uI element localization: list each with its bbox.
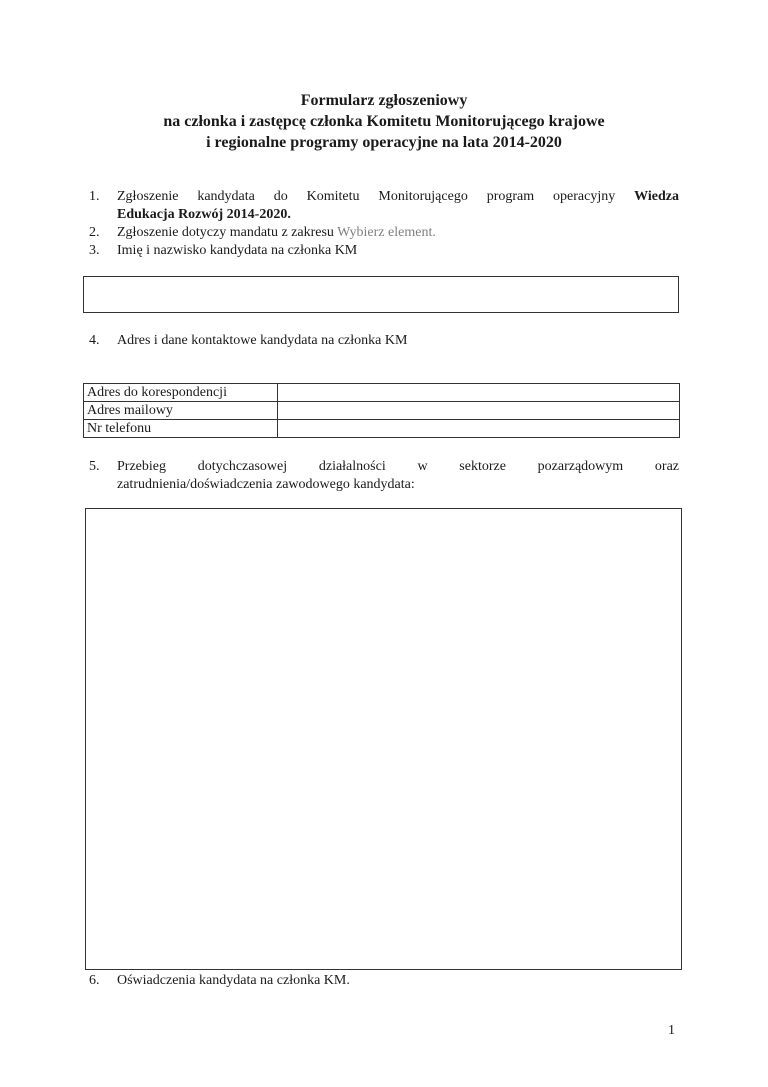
phone-field[interactable] [278, 420, 680, 438]
title-line-3: i regionalne programy operacyjne na lata 2014-2020 [206, 134, 562, 151]
item-number: 1. [89, 189, 100, 204]
item-1 [89, 188, 679, 224]
mandate-dropdown[interactable]: Wybierz element. [337, 225, 436, 240]
table-row [84, 384, 680, 402]
table-row [84, 420, 680, 438]
item-2 [89, 224, 679, 242]
item-3 [89, 242, 679, 260]
form-title [0, 90, 768, 153]
title-line-2: na członka i zastępcę członka Komitetu Monitorującego krajowe [163, 113, 605, 130]
item-3-text: Imię i nazwisko kandydata na członka KM [117, 243, 358, 258]
contact-table [83, 383, 680, 438]
page-number: 1 [668, 1023, 675, 1038]
table-row [84, 402, 680, 420]
address-label: Adres do korespondencji [84, 384, 278, 402]
item-4-text: Adres i dane kontaktowe kandydata na członka KM [117, 333, 408, 348]
item-number: 4. [89, 333, 100, 348]
item-1-line-2: Edukacja Rozwój 2014-2020. [117, 207, 291, 222]
candidate-name-field[interactable] [83, 276, 679, 313]
email-label: Adres mailowy [84, 402, 278, 420]
address-field[interactable] [278, 384, 680, 402]
item-5 [89, 458, 679, 494]
email-field[interactable] [278, 402, 680, 420]
item-6-text: Oświadczenia kandydata na członka KM. [117, 973, 350, 988]
experience-field[interactable] [85, 508, 682, 970]
item-6 [89, 972, 679, 990]
phone-label: Nr telefonu [84, 420, 278, 438]
item-number: 3. [89, 243, 100, 258]
item-2-text: Zgłoszenie dotyczy mandatu z zakresu [117, 225, 334, 240]
item-5-line-2: zatrudnienia/doświadczenia zawodowego kandydata: [117, 477, 415, 492]
title-line-1: Formularz zgłoszeniowy [300, 92, 468, 109]
item-number: 5. [89, 459, 100, 474]
item-number: 2. [89, 225, 100, 240]
item-1-line-1: Zgłoszenie kandydata do Komitetu Monitorującego program operacyjny Wiedza [117, 189, 679, 204]
item-number: 6. [89, 973, 100, 988]
item-4 [89, 332, 679, 350]
item-5-line-1: Przebieg dotychczasowej działalności w sektorze pozarządowym oraz [117, 459, 679, 474]
